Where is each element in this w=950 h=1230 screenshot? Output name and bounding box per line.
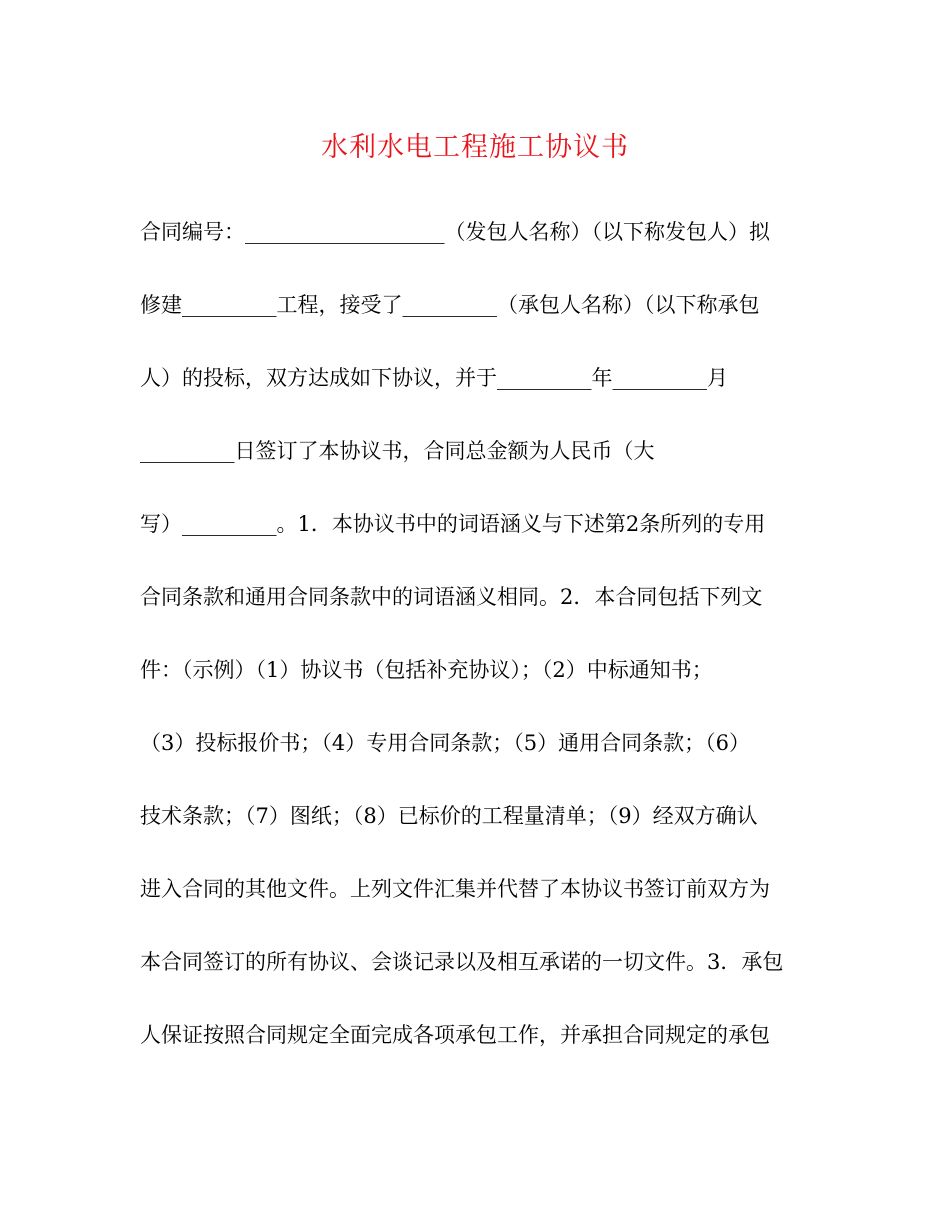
- body-line-11: 本合同签订的所有协议、会谈记录以及相互承诺的一切文件。3．承包: [140, 950, 784, 974]
- body-line-2: 修建_________工程，接受了_________（承包人名称）（以下称承包: [140, 293, 760, 317]
- body-line-4: _________日签订了本协议书，合同总金额为人民币（大: [140, 439, 655, 463]
- body-line-12: 人保证按照合同规定全面完成各项承包工作，并承担合同规定的承包: [140, 1023, 770, 1047]
- body-line-3: 人）的投标，双方达成如下协议，并于_________年_________月: [140, 366, 728, 390]
- body-line-7: 件：（示例）（1）协议书（包括补充协议）；（2）中标通知书；: [140, 658, 713, 682]
- body-line-6: 合同条款和通用合同条款中的词语涵义相同。2．本合同包括下列文: [140, 585, 763, 609]
- body-line-9: 技术条款；（7）图纸；（8）已标价的工程量清单；（9）经双方确认: [140, 804, 758, 828]
- body-line-8: （3）投标报价书；（4）专用合同条款；（5）通用合同条款；（6）: [140, 731, 750, 755]
- document-title: 水利水电工程施工协议书: [321, 132, 629, 163]
- body-line-1: 合同编号：___________________（发包人名称）（以下称发包人）拟: [140, 220, 770, 244]
- body-line-5: 写）_________。1．本协议书中的词语涵义与下述第2条所列的专用: [140, 512, 766, 536]
- body-line-10: 进入合同的其他文件。上列文件汇集并代替了本协议书签订前双方为: [140, 877, 770, 901]
